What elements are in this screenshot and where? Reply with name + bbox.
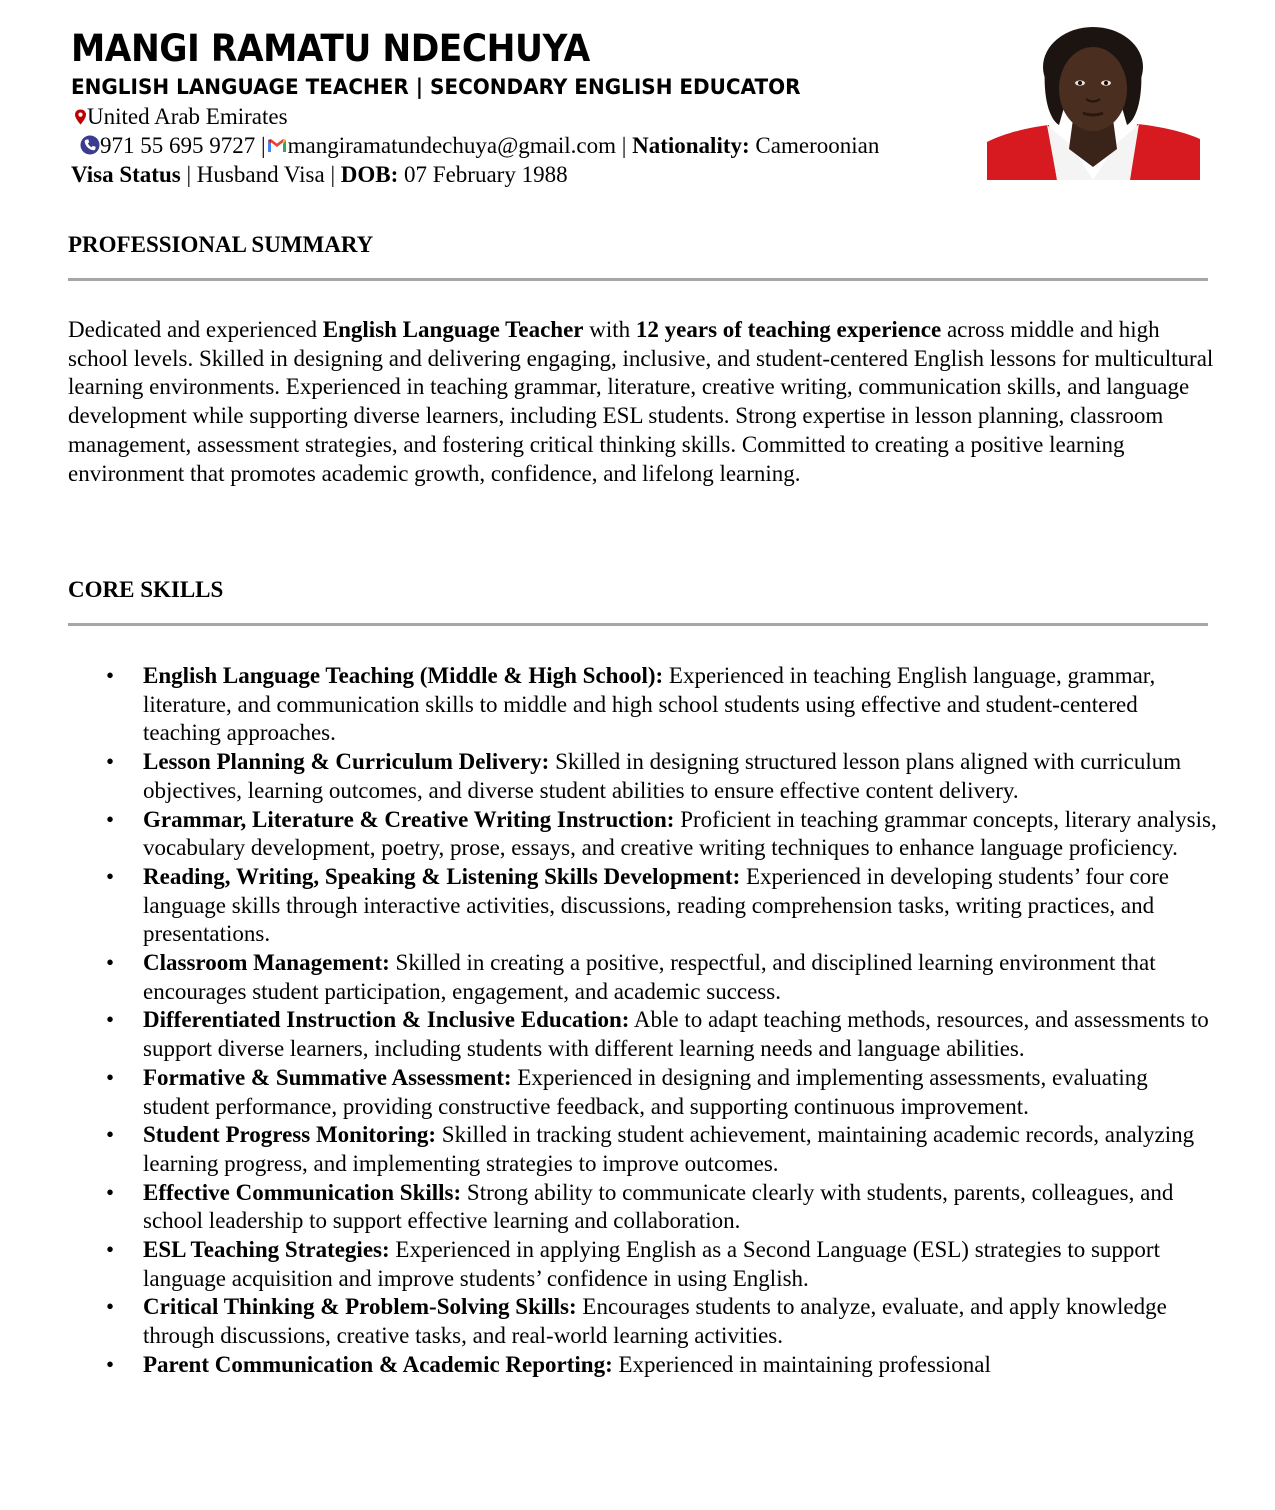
- summary-text-1: Dedicated and experienced: [68, 317, 323, 342]
- skill-label: English Language Teaching (Middle & High School):: [143, 663, 664, 688]
- skill-label: Classroom Management:: [143, 950, 390, 976]
- email-link[interactable]: mangiramatundechuya@gmail.com: [287, 133, 616, 158]
- skills-list: [68, 662, 1218, 1380]
- nationality-label: Nationality:: [632, 133, 750, 158]
- skill-label: Student Progress Monitoring:: [143, 1122, 437, 1148]
- visa-line: [71, 161, 568, 189]
- skill-item: [68, 1236, 1218, 1293]
- bullet-icon: •: [106, 863, 115, 889]
- bullet-icon: •: [106, 1294, 115, 1320]
- bullet-icon: •: [106, 1237, 115, 1263]
- profile-photo: [987, 27, 1200, 180]
- bullet-icon: •: [106, 749, 115, 775]
- bullet-icon: •: [106, 1122, 115, 1148]
- contact-line: [71, 132, 879, 160]
- bullet-icon: •: [106, 1064, 115, 1090]
- skill-text: Skilled in creating a positive, respectful, and disciplined learning environment that encourages student participation, engagement, and academic success.: [143, 950, 1156, 1004]
- skills-divider: [68, 623, 1208, 626]
- skill-item: [68, 1064, 1218, 1121]
- summary-text-2: with: [583, 317, 636, 342]
- location-text: United Arab Emirates: [87, 104, 288, 129]
- skill-text: Experienced in applying English as a Second Language (ESL) strategies to support language acquisition and improve students’ confidence in using English.: [143, 1237, 1160, 1291]
- bullet-icon: •: [106, 1351, 115, 1377]
- skill-item: [68, 1006, 1218, 1063]
- skill-text: Encourages students to analyze, evaluate, and apply knowledge through discussions, creative tasks, and real-world learning activities.: [143, 1294, 1167, 1349]
- bullet-icon: •: [106, 1007, 115, 1033]
- skill-label: Effective Communication Skills:: [143, 1179, 462, 1205]
- summary-text-3: across middle and high school levels. Skilled in designing and delivering engaging, inclusive, and student-centered English lessons for multicultural learning environments. Experienced in teaching grammar, literature, creative writing, communication skills, and language development while supporting diverse learners, including ESL students. Strong expertise in lesson planning, classroom management, assessment strategies, and fostering critical thinking skills. Committed to creating a positive learning environment that promotes academic growth, confidence, and lifelong learning.: [68, 317, 1214, 486]
- skill-label: Reading, Writing, Speaking & Listening Skills Development:: [143, 863, 741, 889]
- skill-text: Experienced in designing and implementing assessments, evaluating student performance, providing constructive feedback, and supporting continuous improvement.: [143, 1064, 1148, 1119]
- phone-icon: [80, 135, 100, 155]
- skill-label: ESL Teaching Strategies:: [143, 1237, 390, 1263]
- skill-text: Skilled in tracking student achievement, maintaining academic records, analyzing learning progress, and implementing strategies to improve outcomes.: [143, 1122, 1195, 1176]
- skill-item: [68, 1121, 1218, 1178]
- skill-item: [68, 949, 1218, 1006]
- summary-heading: PROFESSIONAL SUMMARY: [68, 232, 374, 257]
- candidate-name: MANGI RAMATU NDECHUYA: [71, 27, 590, 70]
- skill-item: [68, 662, 1218, 748]
- skill-label: Grammar, Literature & Creative Writing Instruction:: [143, 806, 675, 832]
- skill-item: [68, 1179, 1218, 1236]
- dob-label: DOB:: [340, 162, 399, 187]
- nationality-value: Cameroonian: [749, 133, 880, 158]
- skill-text: Skilled in designing structured lesson plans aligned with curriculum objectives, learning outcomes, and diverse student abilities to ensure effective content delivery.: [143, 749, 1182, 803]
- bullet-icon: •: [106, 806, 115, 832]
- skill-text: Experienced in teaching English language, grammar, literature, and communication skills to middle and high school students using effective and student-centered teaching approaches.: [143, 663, 1156, 746]
- dob-value: 07 February 1988: [398, 162, 568, 187]
- skill-text: Experienced in maintaining professional: [612, 1351, 991, 1377]
- separator: |: [616, 133, 633, 158]
- summary-divider: [68, 278, 1208, 281]
- bullet-icon: •: [106, 663, 115, 688]
- job-title: ENGLISH LANGUAGE TEACHER | SECONDARY ENGLISH EDUCATOR: [71, 75, 801, 100]
- bullet-icon: •: [106, 950, 115, 976]
- skill-item: [68, 806, 1218, 863]
- visa-label: Visa Status: [71, 162, 181, 187]
- skills-heading: CORE SKILLS: [68, 577, 224, 602]
- map-pin-icon: [74, 109, 87, 125]
- skill-text: Proficient in teaching grammar concepts, literary analysis, vocabulary development, poetry, prose, essays, and creative writing techniques to enhance language proficiency.: [143, 806, 1217, 861]
- visa-value: | Husband Visa |: [180, 162, 341, 187]
- skill-item: [68, 1351, 1218, 1380]
- skill-label: Lesson Planning & Curriculum Delivery:: [143, 749, 550, 775]
- phone-text[interactable]: 971 55 695 9727 |: [100, 133, 266, 158]
- summary-paragraph: [68, 316, 1218, 488]
- skill-item: [68, 748, 1218, 805]
- skill-label: Differentiated Instruction & Inclusive Education:: [143, 1007, 630, 1033]
- gmail-icon: [266, 137, 288, 154]
- skill-label: Parent Communication & Academic Reporting:: [143, 1351, 613, 1377]
- skill-text: Able to adapt teaching methods, resources, and assessments to support diverse learners, including students with different learning needs and language abilities.: [143, 1007, 1209, 1062]
- skill-label: Critical Thinking & Problem-Solving Skills:: [143, 1294, 577, 1320]
- summary-bold-1: English Language Teacher: [322, 317, 584, 342]
- summary-bold-2: 12 years of teaching experience: [635, 317, 942, 342]
- skill-text: Strong ability to communicate clearly with students, parents, colleagues, and school leadership to support effective learning and collaboration.: [143, 1179, 1174, 1234]
- skill-item: [68, 1293, 1218, 1350]
- skill-label: Formative & Summative Assessment:: [143, 1064, 512, 1090]
- skill-item: [68, 863, 1218, 949]
- skill-text: Experienced in developing students’ four core language skills through interactive activities, discussions, reading comprehension tasks, writing practices, and presentations.: [143, 863, 1170, 947]
- bullet-icon: •: [106, 1179, 115, 1205]
- location-line: [71, 103, 288, 131]
